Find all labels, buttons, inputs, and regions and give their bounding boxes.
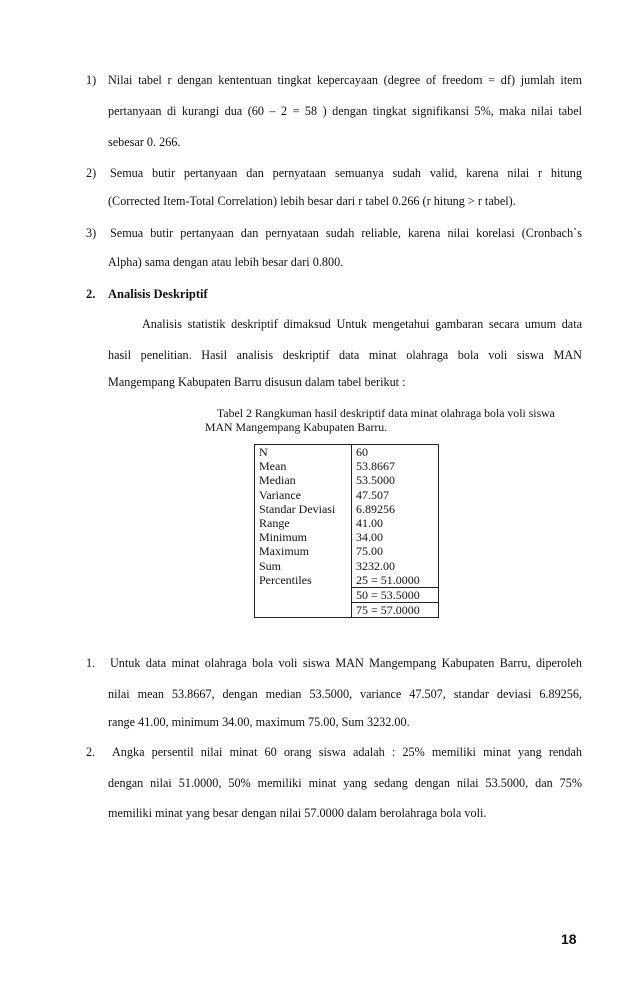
section-title: Analisis Deskriptif [108,287,208,301]
table-row [255,459,439,473]
stat-label: Minimum [255,530,352,544]
list-number: 1) [86,73,97,87]
table-row [255,573,439,588]
list-item-line: pertanyaan di kurangi dua (60 – 2 = 58 ) dengan tingkat signifikansi 5%, maka nilai tabel [108,104,582,118]
stat-value: 60 [356,445,368,459]
section-number: 2. [86,287,96,301]
table-row [255,588,439,603]
stat-value: 25 = 51.0000 [356,572,420,587]
table-row [255,559,439,573]
stat-value: 75 = 57.0000 [352,603,439,618]
stat-label: Percentiles [255,573,352,588]
list-item-line: dengan nilai 51.0000, 50% memiliki minat yang sedang dengan nilai 53.5000, dan 75% [108,776,582,790]
list-item-line: Semua butir pertanyaan dan pernyataan semuanya sudah valid, karena nilai r hitung [110,166,582,180]
table-caption: MAN Mangempang Kabupaten Barru. [205,420,388,434]
stat-label: Mean [255,459,352,473]
stat-label: Median [255,473,352,487]
table-caption: Tabel 2 Rangkuman hasil deskriptif data minat olahraga bola voli siswa [217,406,555,420]
list-item-line: sebesar 0. 266. [108,135,181,149]
table-row [255,502,439,516]
descriptive-stats-table [254,444,439,618]
list-item-line: memiliki minat yang besar dengan nilai 57.0000 dalam berolahraga bola voli. [108,806,487,820]
list-item-line: Nilai tabel r dengan kententuan tingkat kepercayaan (degree of freedom = df) jumlah item [108,73,582,87]
table-row [255,488,439,502]
list-number: 2) [86,166,97,180]
stat-value: 47.507 [356,487,389,502]
stat-label [255,588,352,603]
stat-value: 50 = 53.5000 [352,588,439,603]
table-row [255,530,439,544]
stat-label: Range [255,516,352,530]
list-item-line: nilai mean 53.8667, dengan median 53.5000, variance 47.507, standar deviasi 6.89256, [108,687,582,701]
list-number: 2. [86,745,96,759]
table-row [255,473,439,487]
stat-label: Sum [255,559,352,573]
stat-label: N [255,445,352,460]
list-item-line: Semua butir pertanyaan dan pernyataan sudah reliable, karena nilai korelasi (Cronbach`s [110,226,582,240]
table-row [255,445,439,460]
stat-label: Variance [255,488,352,502]
table-row [255,516,439,530]
table-row [255,603,439,618]
list-number: 3) [86,226,97,240]
list-number: 1. [86,656,96,670]
stat-value: 41.00 [356,516,383,531]
stat-value: 75.00 [356,544,383,559]
page-number: 18 [561,931,577,947]
paragraph-line: hasil penelitian. Hasil analisis deskriptif data minat olahraga bola voli siswa MAN [108,348,582,362]
list-item-line: Alpha) sama dengan atau lebih besar dari 0.800. [108,255,344,269]
stat-value: 3232.00 [356,558,395,573]
stat-label: Maximum [255,544,352,558]
stat-value: 53.8667 [356,459,395,474]
paragraph-line: Mangempang Kabupaten Barru disusun dalam tabel berikut : [108,375,406,389]
list-item-line: Untuk data minat olahraga bola voli siswa MAN Mangempang Kabupaten Barru, diperoleh [110,656,582,670]
stat-value: 53.5000 [356,473,395,488]
stat-value: 6.89256 [356,501,395,516]
stat-label [255,603,352,618]
list-item-line: range 41.00, minimum 34.00, maximum 75.00, Sum 3232.00. [108,715,410,729]
stat-value: 34.00 [356,530,383,545]
list-item-line: Angka persentil nilai minat 60 orang siswa adalah : 25% memiliki minat yang rendah [112,745,582,759]
list-item-line: (Corrected Item-Total Correlation) lebih besar dari r tabel 0.266 (r hitung > r tabel). [108,194,516,208]
paragraph-line: Analisis statistik deskriptif dimaksud Untuk mengetahui gambaran secara umum data [142,317,582,331]
table-row [255,544,439,558]
stat-label: Standar Deviasi [255,502,352,516]
